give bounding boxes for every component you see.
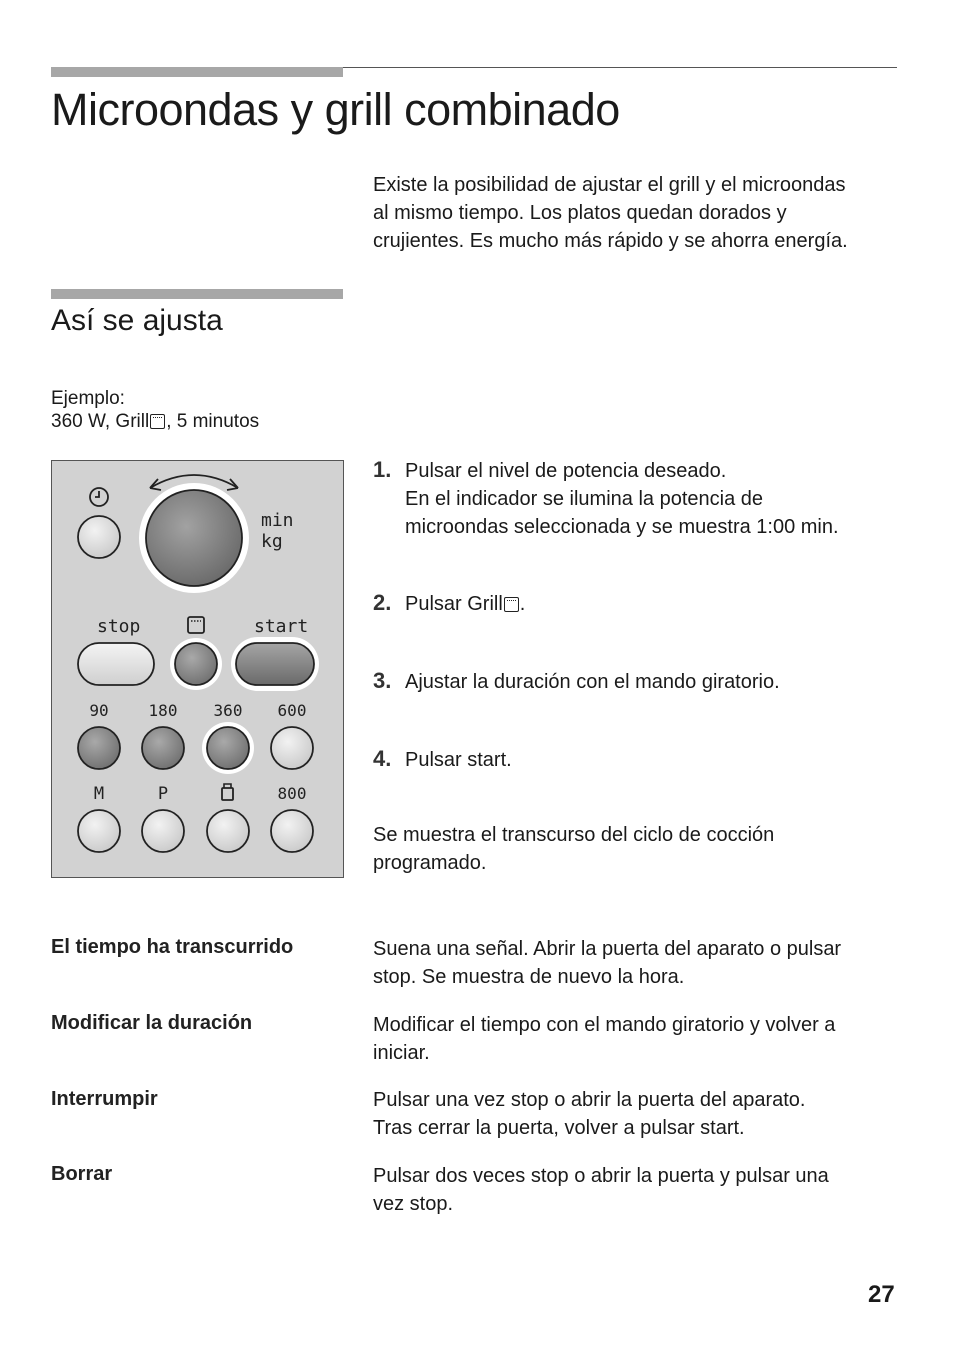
example-block bbox=[51, 387, 259, 433]
clock-icon bbox=[90, 488, 108, 506]
definition-line: Suena una señal. Abrir la puerta del aparato o pulsar bbox=[373, 938, 842, 960]
power-90-button[interactable] bbox=[78, 727, 120, 769]
program-label: P bbox=[157, 784, 169, 804]
step-line: Pulsar el nivel de potencia deseado. bbox=[405, 460, 727, 482]
intro-paragraph bbox=[373, 171, 913, 255]
definition-term: El tiempo ha transcurrido bbox=[51, 936, 294, 958]
power-360-button[interactable] bbox=[207, 727, 249, 769]
step-number: 2. bbox=[373, 590, 392, 615]
power-180-button[interactable] bbox=[142, 727, 184, 769]
definition-line: Pulsar una vez stop o abrir la puerta del aparato. bbox=[373, 1089, 806, 1111]
grill-icon bbox=[504, 597, 519, 612]
example-settings bbox=[51, 410, 259, 433]
start-button[interactable] bbox=[236, 643, 314, 685]
power-600-button[interactable] bbox=[271, 727, 313, 769]
program-button[interactable] bbox=[142, 810, 184, 852]
step-4-text: Pulsar start. bbox=[405, 749, 512, 771]
result-line: Se muestra el transcurso del ciclo de cocción bbox=[373, 824, 775, 846]
stop-label: stop bbox=[97, 616, 141, 637]
control-panel-drawing bbox=[51, 460, 344, 878]
grill-button[interactable] bbox=[175, 643, 217, 685]
power-label-90: 90 bbox=[89, 701, 109, 720]
step-3-text: Ajustar la duración con el mando giratorio. bbox=[405, 671, 780, 693]
power-label-600: 600 bbox=[277, 701, 307, 720]
step-line: microondas seleccionada y se muestra 1:00 min. bbox=[405, 516, 839, 538]
example-settings-pre: 360 W, Grill bbox=[51, 411, 150, 432]
power-label-360: 360 bbox=[213, 701, 243, 720]
control-panel bbox=[51, 460, 344, 878]
definition-line: vez stop. bbox=[373, 1193, 454, 1215]
section-bar-accent bbox=[51, 289, 343, 299]
step-1-text bbox=[405, 457, 905, 541]
example-label: Ejemplo: bbox=[51, 388, 125, 409]
intro-line: Existe la posibilidad de ajustar el grill y el microondas bbox=[373, 174, 846, 196]
rotary-dial[interactable] bbox=[146, 490, 242, 586]
step-2-text-post: . bbox=[519, 593, 526, 615]
definition-description bbox=[373, 1011, 898, 1067]
definition-description bbox=[373, 1162, 898, 1218]
step-line: En el indicador se ilumina la potencia de bbox=[405, 488, 763, 510]
intro-line: crujientes. Es mucho más rápido y se ahorra energía. bbox=[373, 230, 848, 252]
definition-line: Pulsar dos veces stop o abrir la puerta y pulsar una bbox=[373, 1165, 829, 1187]
definition-line: Modificar el tiempo con el mando giratorio y volver a bbox=[373, 1014, 836, 1036]
title-bar-accent bbox=[51, 67, 343, 77]
clock-button[interactable] bbox=[78, 516, 120, 558]
grill-icon bbox=[150, 414, 165, 429]
step-2-text bbox=[405, 590, 905, 618]
definition-term: Modificar la duración bbox=[51, 1012, 253, 1034]
intro-line: al mismo tiempo. Los platos quedan dorados y bbox=[373, 202, 787, 224]
section-title: Así se ajusta bbox=[51, 304, 223, 337]
power-label-180: 180 bbox=[148, 701, 178, 720]
definition-description bbox=[373, 1086, 898, 1142]
example-settings-post: , 5 minutos bbox=[166, 411, 260, 432]
definition-term: Interrumpir bbox=[51, 1088, 158, 1110]
result-line: programado. bbox=[373, 852, 487, 874]
step-number: 4. bbox=[373, 746, 392, 771]
weight-icon bbox=[222, 784, 233, 800]
step-number: 1. bbox=[373, 457, 392, 482]
grill-icon bbox=[188, 617, 204, 633]
step-2-text-pre: Pulsar Grill bbox=[405, 593, 503, 615]
weight-button[interactable] bbox=[207, 810, 249, 852]
definition-term: Borrar bbox=[51, 1163, 113, 1185]
memory-label: M bbox=[93, 784, 105, 804]
start-label: start bbox=[254, 616, 309, 637]
page-number: 27 bbox=[868, 1281, 895, 1308]
memory-button[interactable] bbox=[78, 810, 120, 852]
result-text bbox=[373, 821, 903, 877]
page-title: Microondas y grill combinado bbox=[51, 84, 620, 135]
dial-label-kg: kg bbox=[261, 531, 283, 552]
definition-line: stop. Se muestra de nuevo la hora. bbox=[373, 966, 685, 988]
power-label-800: 800 bbox=[277, 784, 307, 803]
definition-line: Tras cerrar la puerta, volver a pulsar start. bbox=[373, 1117, 745, 1139]
definition-description bbox=[373, 935, 898, 991]
definition-line: iniciar. bbox=[373, 1042, 430, 1064]
dial-label-min: min bbox=[261, 510, 294, 531]
stop-button[interactable] bbox=[78, 643, 154, 685]
power-800-button[interactable] bbox=[271, 810, 313, 852]
step-number: 3. bbox=[373, 668, 392, 693]
